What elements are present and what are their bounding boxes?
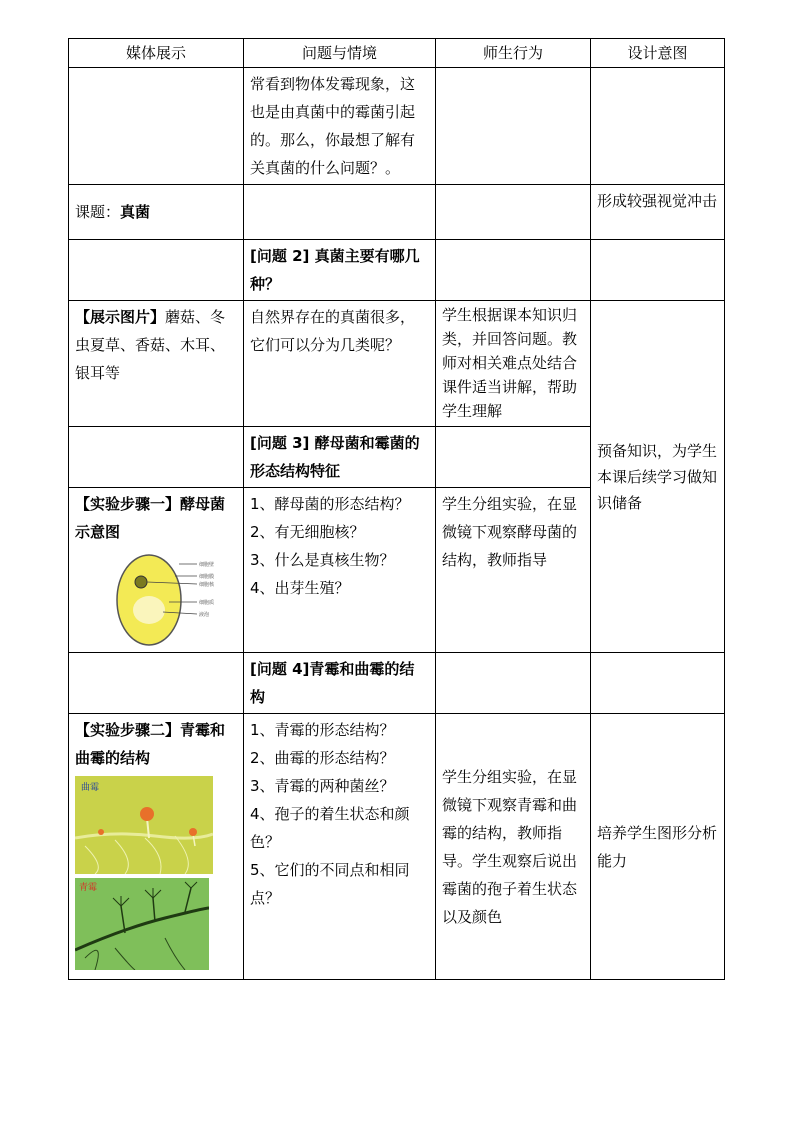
header-media: 媒体展示 (69, 39, 244, 68)
cell-media (69, 185, 244, 240)
cell-problem (244, 185, 436, 240)
question-4-title: [问题 4]青霉和曲霉的结构 (244, 653, 436, 714)
penicillium-image (75, 878, 209, 970)
question-item: 3、什么是真核生物？ (250, 551, 395, 569)
yeast-label: 细胞质 (199, 600, 215, 606)
cell-media (69, 714, 244, 980)
header-intent: 设计意图 (591, 39, 725, 68)
topic-title: 真菌 (120, 203, 151, 221)
cell-media (69, 68, 244, 185)
question-item: 5、它们的不同点和相同点？ (250, 861, 410, 907)
table-row (69, 240, 725, 301)
cell-intent: 培养学生图形分析能力 (591, 714, 725, 980)
question-3-title: [问题 3] 酵母菌和霉菌的形态结构特征 (244, 427, 436, 488)
table-row (69, 653, 725, 714)
cell-intent: 形成较强视觉冲击 (591, 185, 725, 240)
cell-intent (591, 240, 725, 301)
question-item: 1、酵母菌的形态结构？ (250, 495, 410, 513)
cell-intent (591, 68, 725, 185)
cell-media (69, 653, 244, 714)
cell-action (436, 427, 591, 488)
cell-media (69, 240, 244, 301)
aspergillus-label: 曲霉 (81, 783, 100, 793)
table-row (69, 714, 725, 980)
question-item: 1、青霉的形态结构？ (250, 721, 395, 739)
cell-media (69, 301, 244, 427)
cell-action (436, 68, 591, 185)
cell-problem: 自然界存在的真菌很多，它们可以分为几类呢？ (244, 301, 436, 427)
cell-media (69, 427, 244, 488)
question-item: 4、出芽生殖？ (250, 579, 350, 597)
header-problem: 问题与情境 (244, 39, 436, 68)
yeast-label: 细胞膜 (199, 574, 215, 580)
table-row (69, 185, 725, 240)
header-action: 师生行为 (436, 39, 591, 68)
yeast-diagram (113, 552, 223, 650)
question-item: 3、青霉的两种菌丝？ (250, 777, 395, 795)
cell-action: 学生分组实验，在显微镜下观察青霉和曲霉的结构，教师指导。学生观察后说出霉菌的孢子着生状态以及颜色 (436, 714, 591, 980)
table-row (69, 301, 725, 427)
question-item: 4、孢子的着生状态和颜色？ (250, 805, 410, 851)
question-item: 2、有无细胞核？ (250, 523, 365, 541)
step1-title: 【实验步骤一】酵母菌示意图 (75, 495, 226, 541)
step2-title: 【实验步骤二】青霉和曲霉的结构 (75, 721, 226, 767)
lesson-plan-table (68, 38, 725, 980)
question-item: 2、曲霉的形态结构？ (250, 749, 395, 767)
aspergillus-image (75, 776, 213, 874)
cell-action (436, 240, 591, 301)
cell-intent (591, 653, 725, 714)
show-pictures-label: 【展示图片】 (75, 308, 166, 326)
cell-action: 学生分组实验，在显微镜下观察酵母菌的结构，教师指导 (436, 488, 591, 653)
yeast-label: 液泡 (199, 612, 210, 618)
cell-action: 学生根据课本知识归类，并回答问题。教师对相关难点处结合课件适当讲解，帮助学生理解 (436, 301, 591, 427)
show-pictures-list: 蘑菇、冬虫夏草、香菇、木耳、银耳等 (75, 308, 226, 382)
cell-intent-merged: 预备知识，为学生本课后续学习做知识储备 (591, 301, 725, 653)
question-2-title: [问题 2] 真菌主要有哪几种？ (244, 240, 436, 301)
table-row (69, 68, 725, 185)
cell-problem: 常看到物体发霉现象，这也是由真菌中的霉菌引起的。那么，你最想了解有关真菌的什么问题？。 (244, 68, 436, 185)
cell-action (436, 653, 591, 714)
topic-prefix: 课题： (75, 203, 121, 221)
yeast-label: 细胞核 (199, 582, 215, 588)
cell-media (69, 488, 244, 653)
yeast-label: 细胞壁 (199, 562, 215, 568)
penicillium-label: 青霉 (79, 883, 98, 893)
cell-problem (244, 714, 436, 980)
cell-problem (244, 488, 436, 653)
header-row (69, 39, 725, 68)
cell-action (436, 185, 591, 240)
